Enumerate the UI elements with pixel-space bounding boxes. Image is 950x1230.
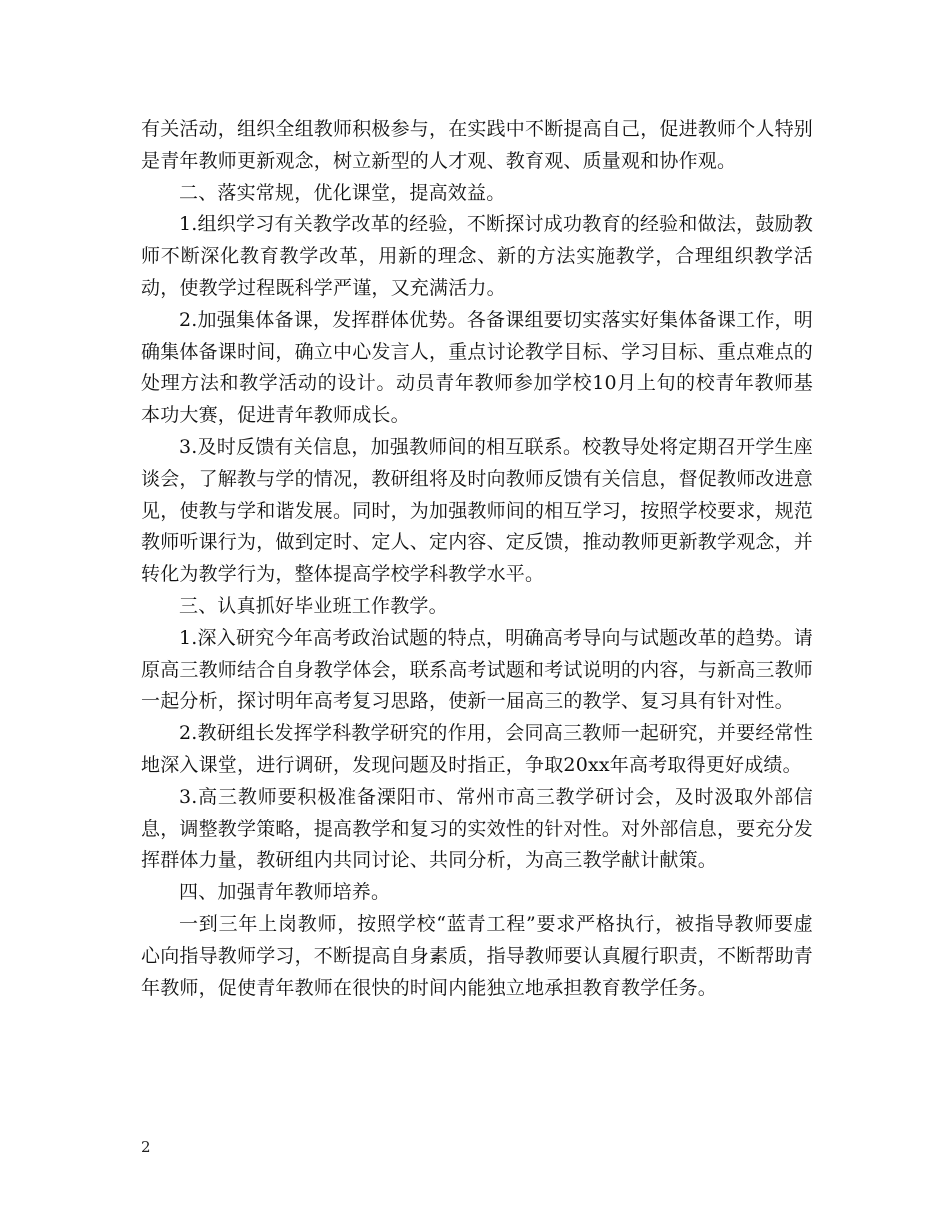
section-heading-4: 四、加强青年教师培养。 — [179, 881, 391, 904]
page-number: 2 — [141, 1138, 151, 1156]
paragraph-3-2: 2.教研组长发挥学科教学研究的作用，会同高三教师一起研究，并要经常性地深入课堂，进行调研，发现问题及时指正，争取20xx年高考取得更好成绩。 — [141, 722, 813, 776]
paragraph-3-3: 3.高三教师要积极准备溧阳市、常州市高三教学研讨会，及时汲取外部信息，调整教学策略，提高教学和复习的实效性的针对性。对外部信息，要充分发挥群体力量，教研组内共同讨论、共同分析，为高三教学献计献策。 — [141, 785, 814, 872]
paragraph-4-1: 一到三年上岗教师，按照学校“蓝青工程”要求严格执行，被指导教师要虚心向指导教师学习，不断提高自身素质，指导教师要认真履行职责，不断帮助青年教师，促使青年教师在很快的时间内能独立地承担教育教学任务。 — [141, 912, 814, 999]
section-heading-3: 三、认真抓好毕业班工作教学。 — [179, 594, 448, 617]
paragraph-2-2: 2.加强集体备课，发挥群体优势。各备课组要切实落实好集体备课工作，明确集体备课时间，确立中心发言人，重点讨论教学目标、学习目标、重点难点的处理方法和教学活动的设计。动员青年教师参加学校10月上旬的校青年教师基本功大赛，促进青年教师成长。 — [141, 308, 814, 427]
paragraph-continued: 有关活动，组织全组教师积极参与，在实践中不断提高自己，促进教师个人特别是青年教师更新观念，树立新型的人才观、教育观、质量观和协作观。 — [141, 118, 814, 172]
paragraph-2-3: 3.及时反馈有关信息，加强教师间的相互联系。校教导处将定期召开学生座谈会，了解教与学的情况，教研组将及时向教师反馈有关信息，督促教师改进意见，使教与学和谐发展。同时，为加强教师间的相互学习，按照学校要求，规范教师听课行为，做到定时、定人、定内容、定反馈，推动教师更新教学观念，并转化为教学行为，整体提高学校学科教学水平。 — [141, 435, 814, 586]
section-heading-2: 二、落实常规，优化课堂，提高效益。 — [179, 181, 506, 204]
document-body — [141, 114, 813, 1004]
paragraph-3-1: 1.深入研究今年高考政治试题的特点，明确高考导向与试题改革的趋势。请原高三教师结合自身教学体会，联系高考试题和考试说明的内容，与新高三教师一起分析，探讨明年高考复习思路，使新一届高三的教学、复习具有针对性。 — [141, 626, 814, 713]
paragraph-2-1: 1.组织学习有关教学改革的经验，不断探讨成功教育的经验和做法，鼓励教师不断深化教育教学改革，用新的理念、新的方法实施教学，合理组织教学活动，使教学过程既科学严谨，又充满活力。 — [141, 213, 813, 299]
